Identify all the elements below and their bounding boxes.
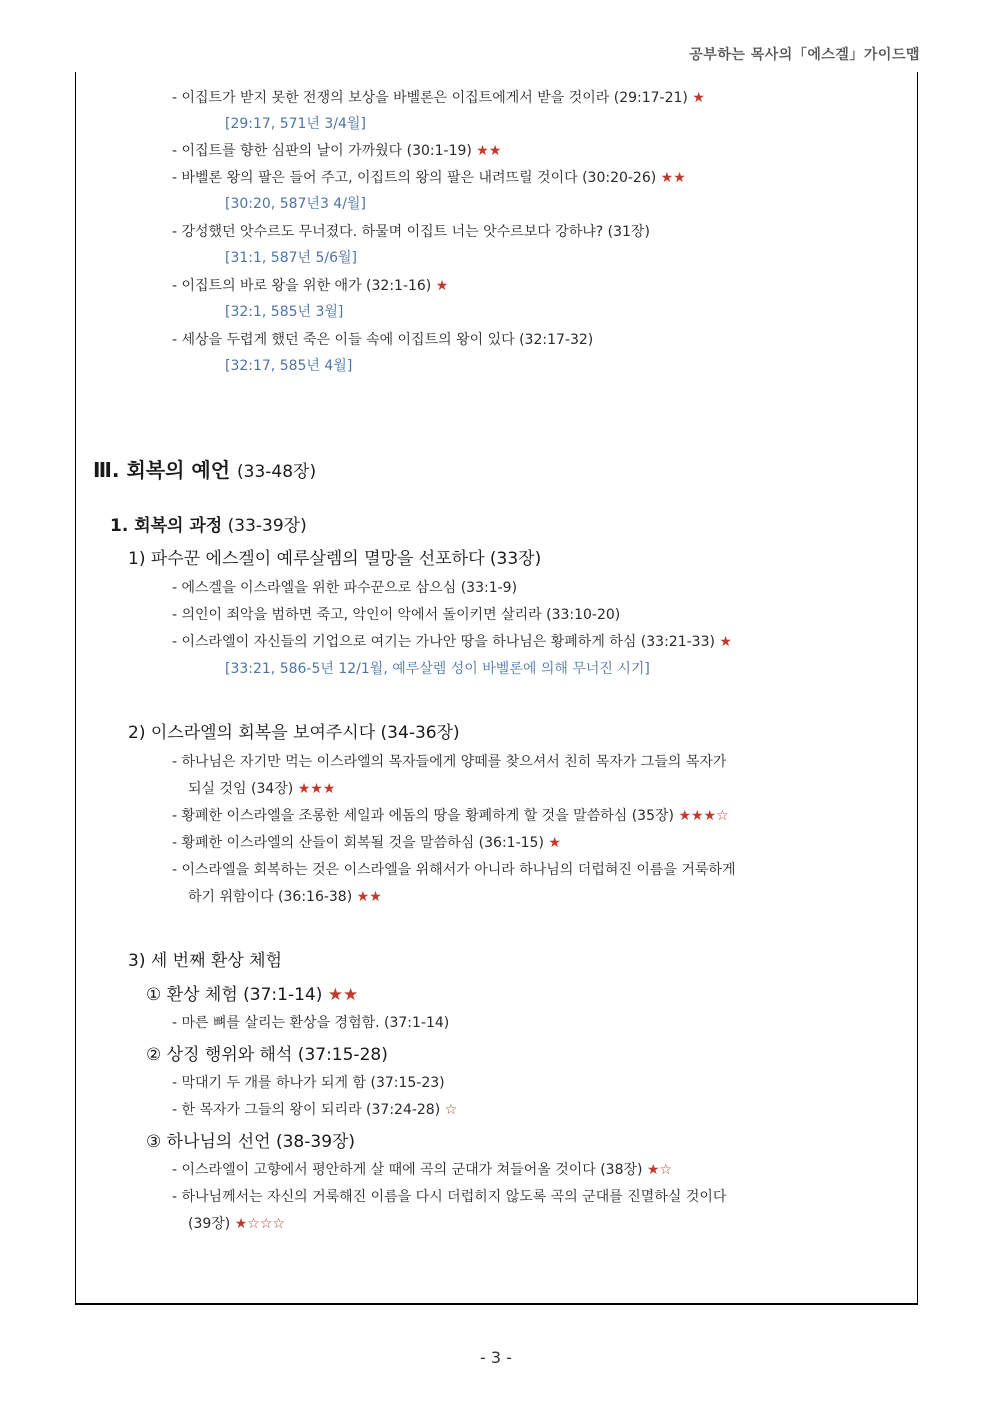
list-item: - 막대기 두 개를 하나가 되게 함 (37:15-23) — [172, 1075, 445, 1091]
star-rating: ★ — [719, 634, 732, 650]
star-rating: ★★ — [356, 889, 382, 905]
date-reference: [31:1, 587년 5/6월] — [225, 250, 358, 266]
numbered-heading: ② 상징 행위와 해석 (37:15-28) — [146, 1045, 388, 1065]
list-item: - 이스라엘을 회복하는 것은 이스라엘을 위해서가 아니라 하나님의 더럽혀진 이름을 거룩하게 — [172, 862, 736, 878]
section-heading: Ⅲ. 회복의 예언 (33-48장) — [93, 458, 317, 482]
star-rating: ★☆☆☆ — [234, 1216, 285, 1232]
date-reference: [32:1, 585년 3월] — [225, 304, 344, 320]
star-rating: ☆ — [444, 1102, 458, 1118]
topic-heading: 2) 이스라엘의 회복을 보여주시다 (34-36장) — [128, 723, 460, 743]
date-reference: [30:20, 587년3 4/월] — [225, 196, 366, 212]
document-header: 공부하는 목사의「에스겔」가이드맵 — [689, 47, 920, 63]
list-item: - 에스겔을 이스라엘을 위한 파수꾼으로 삼으심 (33:1-9) — [172, 580, 518, 596]
date-reference: [33:21, 586-5년 12/1월, 예루살렘 성이 바벨론에 의해 무너진 시기] — [225, 661, 650, 677]
list-item-continued: 하기 위함이다 (36:16-38) ★★ — [188, 889, 382, 905]
list-item: - 하나님은 자기만 먹는 이스라엘의 목자들에게 양떼를 찾으셔서 친히 목자가 그들의 목자가 — [172, 754, 727, 770]
list-item: - 하나님께서는 자신의 거룩해진 이름을 다시 더럽히지 않도록 곡의 군대를 진멸하실 것이다 — [172, 1189, 727, 1205]
star-rating: ★★ — [660, 170, 686, 186]
list-item: - 황폐한 이스라엘을 조롱한 세일과 에돔의 땅을 황폐하게 할 것을 말씀하심 (35장) ★★★☆ — [172, 808, 729, 824]
list-item: - 이스라엘이 고향에서 평안하게 살 때에 곡의 군대가 쳐들어올 것이다 (38장) ★☆ — [172, 1162, 673, 1178]
list-item: - 한 목자가 그들의 왕이 되리라 (37:24-28) ☆ — [172, 1102, 458, 1118]
list-item-continued: 되실 것임 (34장) ★★★ — [188, 781, 336, 797]
topic-heading: 3) 세 번째 환상 체험 — [128, 951, 283, 971]
topic-heading: 1) 파수꾼 에스겔이 예루살렘의 멸망을 선포하다 (33장) — [128, 549, 542, 569]
list-item: - 의인이 죄악을 범하면 죽고, 악인이 악에서 돌이키면 살리라 (33:10-20) — [172, 607, 621, 623]
page-number: - 3 - — [480, 1348, 512, 1367]
page-frame — [75, 72, 918, 1305]
date-reference: [29:17, 571년 3/4월] — [225, 116, 366, 132]
star-rating: ★ — [435, 278, 449, 294]
subsection-heading: 1. 회복의 과정 (33-39장) — [110, 516, 307, 536]
list-item: - 세상을 두렵게 했던 죽은 이들 속에 이집트의 왕이 있다 (32:17-32) — [172, 332, 594, 348]
star-rating: ★★ — [476, 143, 502, 159]
star-rating: ★ — [548, 835, 561, 851]
list-item: - 이집트의 바로 왕을 위한 애가 (32:1-16) ★ — [172, 278, 449, 294]
star-rating: ★☆ — [646, 1162, 673, 1178]
list-item: - 황폐한 이스라엘의 산들이 회복될 것을 말씀하심 (36:1-15) ★ — [172, 835, 561, 851]
list-item: - 바벨론 왕의 팔은 들어 주고, 이집트의 왕의 팔은 내려뜨릴 것이다 (30:20-26) ★★ — [172, 170, 686, 186]
list-item: - 이집트를 향한 심판의 날이 가까웠다 (30:1-19) ★★ — [172, 143, 502, 159]
list-item-continued: (39장) ★☆☆☆ — [188, 1216, 285, 1232]
star-rating: ★★★☆ — [678, 808, 729, 824]
numbered-heading: ① 환상 체험 (37:1-14) ★★ — [146, 985, 359, 1005]
list-item: - 이스라엘이 자신들의 기업으로 여기는 가나안 땅을 하나님은 황폐하게 하심 (33:21-33) ★ — [172, 634, 732, 650]
numbered-heading: ③ 하나님의 선언 (38-39장) — [146, 1132, 356, 1152]
list-item: - 강성했던 앗수르도 무너졌다. 하물며 이집트 너는 앗수르보다 강하냐? (31장) — [172, 224, 650, 240]
star-rating: ★ — [692, 90, 705, 106]
date-reference: [32:17, 585년 4월] — [225, 358, 353, 374]
list-item: - 이집트가 받지 못한 전쟁의 보상을 바벨론은 이집트에게서 받을 것이라 (29:17-21) ★ — [172, 90, 705, 106]
star-rating: ★★★ — [297, 781, 336, 797]
list-item: - 마른 뼈를 살리는 환상을 경험함. (37:1-14) — [172, 1015, 450, 1031]
star-rating: ★★ — [327, 985, 359, 1005]
